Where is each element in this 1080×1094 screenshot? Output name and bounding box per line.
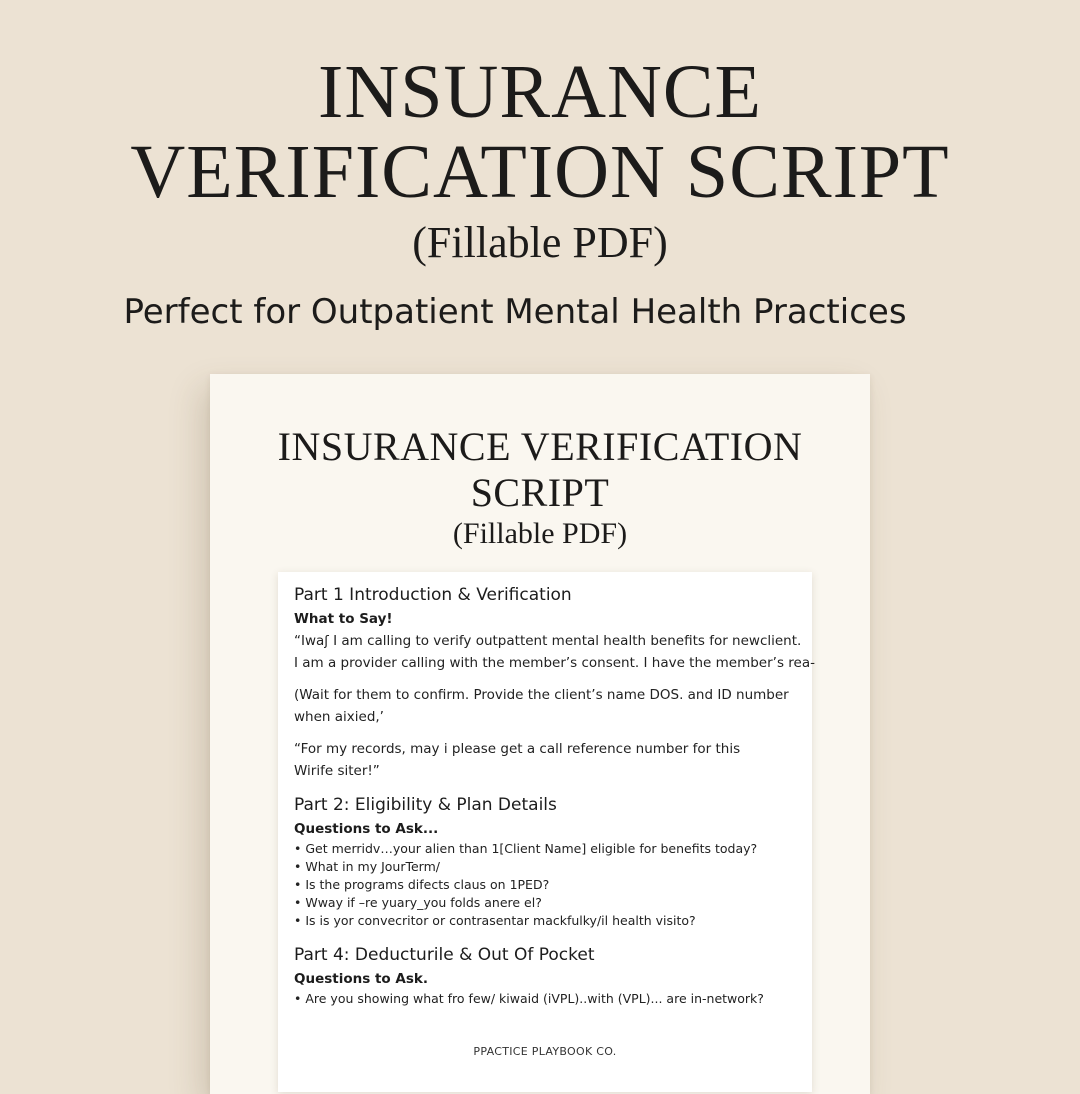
hero-title: [0, 52, 1080, 212]
part-4-question-list: [294, 990, 812, 1008]
document-title: [210, 424, 870, 516]
part-2-question-list: [294, 840, 812, 930]
list-item: • Are you showing what fro few/ kiwaid (iVPL)..with (VPL)... are in-network?: [294, 991, 764, 1006]
script-line: “For my records, may i please get a call reference number for this: [294, 741, 741, 757]
document-subtitle: (Fillable PDF): [452, 517, 628, 550]
script-line: (Wait for them to confirm. Provide the client’s name DOS. and ID number: [294, 687, 789, 703]
list-item: • Is is yor convecritor or contrasentar mackfulky/il health visito?: [294, 913, 696, 928]
part-4-label: Questions to Ask.: [294, 971, 428, 987]
script-line: when aixied,’: [294, 709, 384, 725]
document-sheet: [210, 374, 870, 1094]
hero-subtitle: (Fillable PDF): [412, 218, 668, 267]
hero-title-line-2: VERIFICATION SCRIPT: [130, 130, 950, 214]
part-1-label: What to Say!: [294, 611, 393, 627]
document-title-line-2: SCRIPT: [470, 470, 610, 515]
list-item: • What in my JourTerm/: [294, 859, 440, 874]
part-2-section: [294, 792, 812, 930]
list-item: • Is the programs difects claus on 1PED?: [294, 877, 550, 892]
part-4-section: [294, 942, 812, 1008]
document-title-line-1: INSURANCE VERIFICATION: [277, 424, 803, 469]
script-card: [278, 572, 815, 1092]
hero-tagline: Perfect for Outpatient Mental Health Practices: [123, 292, 907, 332]
part-1-heading: Part 1 Introduction & Verification: [294, 585, 572, 605]
hero-title-line-1: INSURANCE: [318, 50, 762, 134]
part-4-heading: Part 4: Deducturile & Out Of Pocket: [294, 945, 595, 965]
script-line: “Iwaʃ I am calling to verify outpattent mental health benefits for newclient.: [294, 633, 802, 649]
part-1-section: [294, 582, 815, 782]
list-item: • Wway if –re yuary_you folds anere el?: [294, 895, 542, 910]
part-2-label: Questions to Ask...: [294, 821, 439, 837]
script-line: Wirife siter!”: [294, 763, 380, 779]
list-item: • Get merridv…your alien than 1[Client Name] eligible for benefits today?: [294, 841, 758, 856]
brand-footer: PPACTICE PLAYBOOK CO.: [473, 1045, 617, 1058]
script-line: I am a provider calling with the member’s consent. I have the member’s rea-: [294, 655, 815, 671]
part-2-heading: Part 2: Eligibility & Plan Details: [294, 795, 557, 815]
